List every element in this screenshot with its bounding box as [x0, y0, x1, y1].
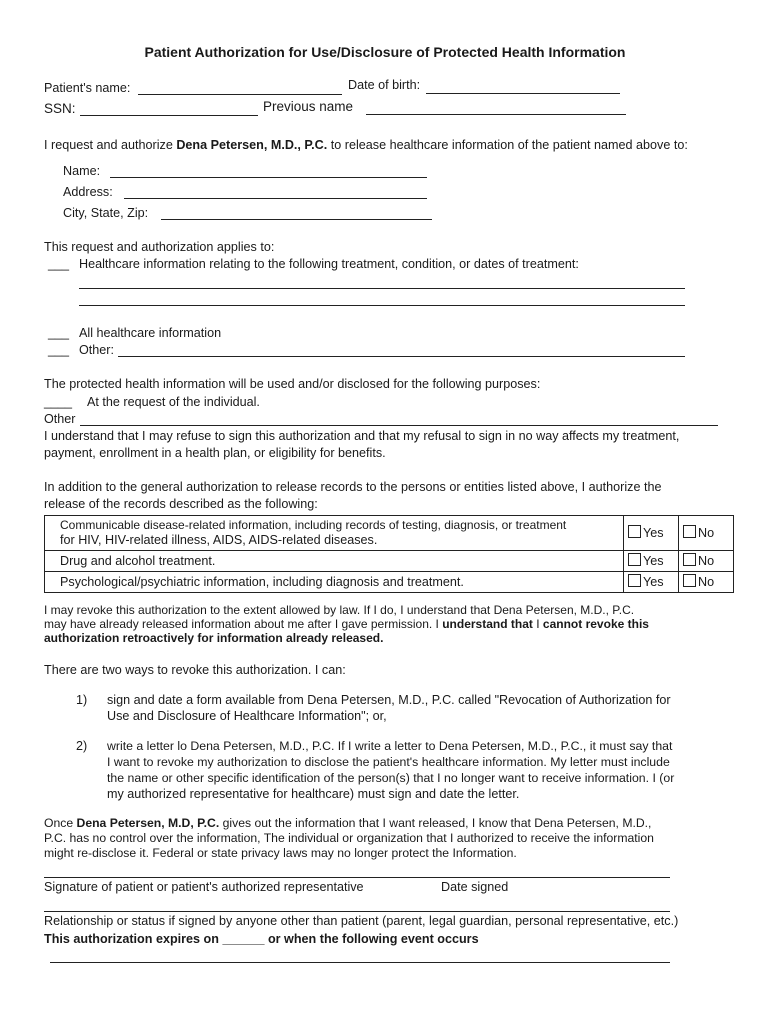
previous-name-field[interactable]: [366, 114, 626, 115]
request-statement: [44, 138, 688, 153]
special-records-table: [44, 515, 734, 593]
treatment-line-2[interactable]: [79, 305, 685, 306]
applies-other-field[interactable]: [118, 356, 685, 357]
yes-label: Yes: [643, 554, 664, 568]
table-row: [45, 572, 734, 593]
record-description: [45, 551, 624, 572]
record-description: [45, 516, 624, 551]
previous-name-label: Previous name: [263, 99, 354, 114]
ssn-label: SSN:: [44, 101, 76, 116]
recipient-address-label: Address:: [63, 185, 113, 199]
purposes-option1-blank[interactable]: ____: [44, 395, 73, 409]
yes-option[interactable]: [624, 551, 679, 572]
revoke-line3: authorization retroactively for information already released.: [44, 631, 384, 645]
applies-option1-label: Healthcare information relating to the following treatment, condition, or dates of treatment:: [79, 257, 579, 271]
recipient-city-label: City, State, Zip:: [63, 206, 149, 220]
revoke-line1: I may revoke this authorization to the extent allowed by law. If I do, I understand that Dena Petersen, M.D., P.C.: [44, 603, 635, 617]
way1-line2: Use and Disclosure of Healthcare Information"; or,: [107, 709, 387, 723]
checkbox-icon[interactable]: [683, 525, 696, 538]
purposes-option1-label: At the request of the individual.: [87, 395, 260, 409]
yes-label: Yes: [643, 526, 664, 540]
redisclosure-provider: Dena Petersen, M.D, P.C.: [76, 816, 220, 830]
expires-date-field[interactable]: ______: [222, 932, 265, 946]
recipient-name-label: Name:: [63, 164, 101, 178]
yes-option[interactable]: [624, 572, 679, 593]
expires-event-label: or when the following event occurs: [267, 932, 479, 946]
table-row: [45, 551, 734, 572]
refuse-statement-line1: I understand that I may refuse to sign this authorization and that my refusal to sign in no way affects my treatment,: [44, 429, 680, 443]
applies-heading: This request and authorization applies to:: [44, 240, 275, 254]
record-line: Communicable disease-related information, including records of testing, diagnosis, or treatment: [60, 518, 567, 532]
checkbox-icon[interactable]: [628, 574, 641, 587]
no-label: No: [698, 575, 715, 589]
record-line: Psychological/psychiatric information, including diagnosis and treatment.: [60, 574, 464, 589]
purposes-other-field[interactable]: [80, 425, 718, 426]
record-line: Drug and alcohol treatment.: [60, 553, 216, 568]
yes-label: Yes: [643, 575, 664, 589]
redisclosure-text: gives out the information that I want released, I know that Dena Petersen, M.D.,: [222, 816, 652, 830]
redisclosure-line2: P.C. has no control over the information, The individual or organization that I authorized to receive the information: [44, 831, 654, 845]
revoke-line2-bold2: cannot revoke this: [542, 617, 649, 631]
purposes-other-label: Other: [44, 412, 76, 426]
applies-option3-label: Other:: [79, 343, 114, 357]
redisclosure-once: Once: [44, 816, 74, 830]
patient-name-label: Patient's name:: [44, 81, 131, 95]
record-line: for HIV, HIV-related illness, AIDS, AIDS-related diseases.: [60, 533, 378, 547]
no-label: No: [698, 526, 715, 540]
ways-heading: There are two ways to revoke this authorization. I can:: [44, 663, 346, 677]
revoke-line2-bold: understand that: [442, 617, 533, 631]
refuse-statement-line2: payment, enrollment in a health plan, or eligibility for benefits.: [44, 446, 386, 460]
special-intro-line2: release of the records described as the following:: [44, 497, 318, 511]
way2-line1: write a letter lo Dena Petersen, M.D., P.C. If I write a letter to Dena Petersen, M.D., P.C., it must say that: [107, 739, 673, 753]
recipient-city-field[interactable]: [161, 219, 432, 220]
signature-label: Signature of patient or patient's authorized representative: [44, 880, 364, 894]
applies-option3-blank[interactable]: ___: [48, 343, 70, 357]
relationship-label: Relationship or status if signed by anyone other than patient (parent, legal guardian, personal representative, etc.): [44, 914, 679, 928]
way2-number: 2): [76, 739, 88, 753]
yes-option[interactable]: [624, 516, 679, 551]
redisclosure-line1: [44, 816, 651, 830]
expires-label: This authorization expires on: [44, 932, 219, 946]
table-row: [45, 516, 734, 551]
date-signed-label: Date signed: [441, 880, 509, 894]
signature-line[interactable]: [44, 877, 670, 878]
way1-line1: sign and date a form available from Dena Petersen, M.D., P.C. called "Revocation of Authorization for: [107, 693, 671, 707]
applies-option1-blank[interactable]: ___: [48, 257, 70, 271]
checkbox-icon[interactable]: [683, 553, 696, 566]
expiration-event-line[interactable]: [50, 962, 670, 963]
no-option[interactable]: [679, 572, 734, 593]
request-prefix: I request and authorize: [44, 138, 173, 152]
no-option[interactable]: [679, 551, 734, 572]
revoke-line2-text: may have already released information about me after I gave permission. I: [44, 617, 439, 631]
checkbox-icon[interactable]: [628, 525, 641, 538]
patient-name-field[interactable]: [138, 94, 342, 95]
provider-name: Dena Petersen, M.D., P.C.: [176, 138, 328, 152]
way2-line4: my authorized representative for healthcare) must sign and date the letter.: [107, 787, 520, 801]
checkbox-icon[interactable]: [683, 574, 696, 587]
request-suffix: to release healthcare information of the patient named above to:: [330, 138, 688, 152]
treatment-line-1[interactable]: [79, 288, 685, 289]
recipient-name-field[interactable]: [110, 177, 427, 178]
dob-label: Date of birth:: [348, 78, 421, 92]
ssn-field[interactable]: [80, 115, 258, 116]
redisclosure-line3: might re-disclose it. Federal or state privacy laws may no longer protect the Information.: [44, 846, 517, 860]
revoke-line2-i: I: [536, 617, 540, 631]
relationship-line[interactable]: [44, 911, 670, 912]
applies-option2-label: All healthcare information: [79, 326, 222, 340]
way1-number: 1): [76, 693, 88, 707]
no-option[interactable]: [679, 516, 734, 551]
revoke-line2: [44, 618, 649, 631]
dob-field[interactable]: [426, 93, 620, 94]
special-intro-line1: In addition to the general authorization to release records to the persons or entities listed above, I authorize the: [44, 480, 662, 494]
applies-option2-blank[interactable]: ___: [48, 326, 70, 340]
no-label: No: [698, 554, 715, 568]
checkbox-icon[interactable]: [628, 553, 641, 566]
expiration-statement: [44, 932, 479, 947]
record-description: [45, 572, 624, 593]
purposes-heading: The protected health information will be used and/or disclosed for the following purposes:: [44, 377, 541, 391]
recipient-address-field[interactable]: [124, 198, 427, 199]
form-title: Patient Authorization for Use/Disclosure of Protected Health Information: [144, 44, 626, 60]
way2-line3: the name or other specific identification of the person(s) that I no longer want to receive information. I (or: [107, 771, 675, 785]
way2-line2: I want to revoke my authorization to disclose the patient's healthcare information. My letter must include: [107, 755, 670, 769]
